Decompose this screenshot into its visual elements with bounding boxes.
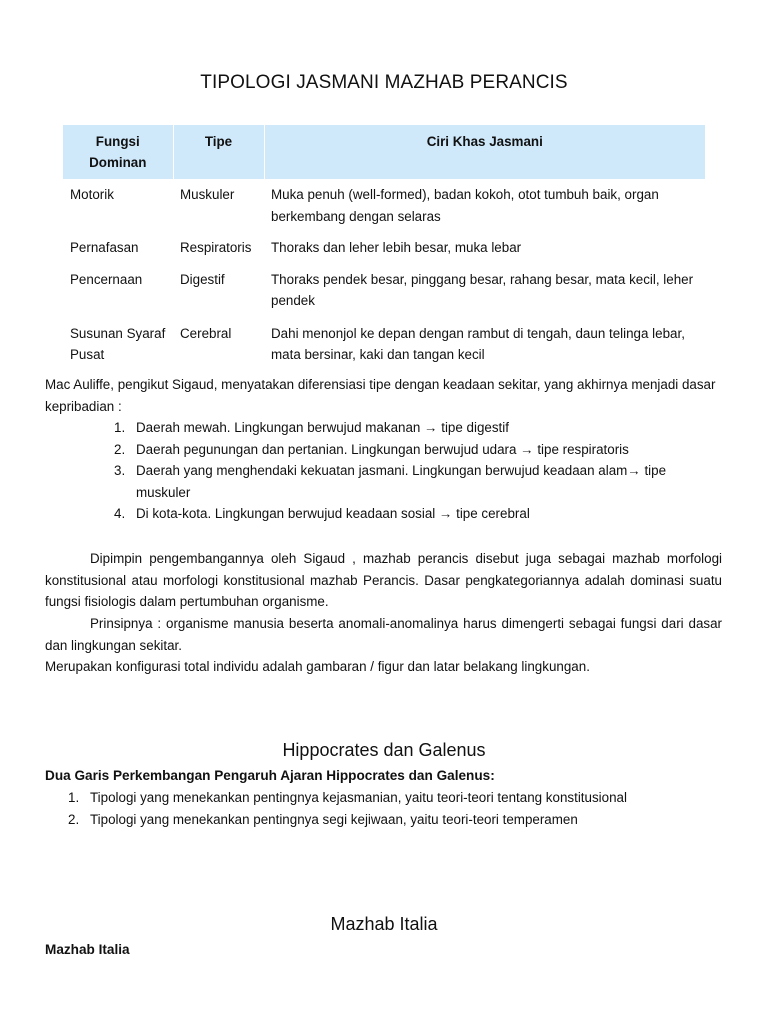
cell-fungsi: Susunan Syaraf Pusat: [70, 325, 166, 362]
cell-tipe: Respiratoris: [180, 240, 252, 255]
table-row: [63, 232, 705, 264]
cell-ciri: Thoraks dan leher lebih besar, muka lebar: [271, 240, 522, 255]
table-row: [63, 179, 705, 232]
hippocrates-list: [68, 787, 720, 830]
cell-tipe: Digestif: [180, 271, 225, 287]
header-tipe: Tipe: [173, 125, 264, 179]
header-ciri-khas: Ciri Khas Jasmani: [264, 125, 705, 179]
paragraph-prinsip: Prinsipnya : organisme manusia beserta anomali-anomalinya harus dimengerti sebagai fungsi dari dasar dan lingkungan sekitar.: [45, 616, 722, 653]
cell-ciri: Thoraks pendek besar, pinggang besar, rahang besar, mata kecil, leher pendek: [271, 271, 694, 308]
cell-fungsi: Pernafasan: [70, 240, 139, 255]
heading-mazhab-italia: Mazhab Italia: [330, 914, 438, 934]
arrow-right-icon: →: [438, 506, 453, 521]
heading-hippocrates: Hippocrates dan Galenus: [282, 740, 486, 760]
list-item: [114, 439, 716, 461]
list-text: Di kota-kota. Lingkungan berwujud keadaan sosial: [136, 506, 436, 521]
intro-paragraph: Mac Auliffe, pengikut Sigaud, menyatakan diferensiasi tipe dengan keadaan sekitar, yang akhirnya menjadi dasar kepribadian :: [45, 377, 716, 414]
table-header-row: [63, 125, 705, 179]
environment-list: [114, 417, 716, 525]
list-result: tipe cerebral: [456, 506, 530, 521]
list-item: [114, 417, 716, 439]
arrow-right-icon: →: [424, 420, 438, 435]
list-text: Daerah yang menghendaki kekuatan jasmani. Lingkungan berwujud keadaan alam: [136, 463, 628, 478]
cell-ciri: Muka penuh (well-formed), badan kokoh, otot tumbuh baik, organ berkembang dengan selaras: [271, 187, 659, 224]
table-row: [63, 317, 705, 372]
cell-tipe: Cerebral: [180, 325, 232, 341]
paragraph-konfigurasi: Merupakan konfigurasi total individu adalah gambaran / figur dan latar belakang lingkungan.: [45, 659, 590, 674]
arrow-right-icon: →: [520, 441, 534, 457]
list-text: Daerah pegunungan dan pertanian. Lingkungan berwujud udara: [136, 441, 517, 457]
arrow-right-icon: →: [627, 463, 641, 478]
list-item: [114, 503, 716, 525]
subheading-hippocrates: Dua Garis Perkembangan Pengaruh Ajaran Hippocrates dan Galenus:: [45, 768, 495, 783]
list-item: [68, 787, 720, 809]
page-title: TIPOLOGI JASMANI MAZHAB PERANCIS: [200, 72, 568, 93]
cell-tipe: Muskuler: [180, 187, 235, 202]
cell-ciri: Dahi menonjol ke depan dengan rambut di tengah, daun telinga lebar, mata bersinar, kaki dan tangan kecil: [271, 325, 685, 362]
typology-table: [63, 125, 705, 372]
list-result: tipe digestif: [441, 420, 509, 435]
paragraph-sigaud: Dipimpin pengembangannya oleh Sigaud , mazhab perancis disebut juga sebagai mazhab morfologi konstitusional atau morfologi konstitusional mazhab Perancis. Dasar pengkategoriannya adalah dominasi suatu fungsi fisiologis dalam pertumbuhan organisme.: [45, 551, 722, 609]
header-fungsi-dominan: Fungsi Dominan: [63, 125, 173, 179]
list-result: tipe muskuler: [136, 463, 667, 500]
list-number: 4.: [114, 506, 126, 521]
list-text: Daerah mewah. Lingkungan berwujud makanan: [136, 420, 421, 435]
list-text: Tipologi yang menekankan pentingnya kejasmanian, yaitu teori-teori tentang konstitusional: [90, 790, 627, 805]
list-number: 1.: [114, 420, 126, 435]
list-text: Tipologi yang menekankan pentingnya segi kejiwaan, yaitu teori-teori temperamen: [90, 811, 578, 827]
subheading-mazhab-italia: Mazhab Italia: [45, 942, 130, 957]
list-number: 2.: [68, 811, 80, 827]
list-number: 2.: [114, 441, 126, 457]
list-number: 3.: [114, 463, 126, 478]
list-number: 1.: [68, 790, 80, 805]
list-item: [68, 809, 720, 831]
table-row: [63, 264, 705, 317]
list-item: [114, 460, 716, 503]
cell-fungsi: Motorik: [70, 187, 114, 202]
list-result: tipe respiratoris: [537, 441, 629, 457]
cell-fungsi: Pencernaan: [70, 271, 143, 287]
